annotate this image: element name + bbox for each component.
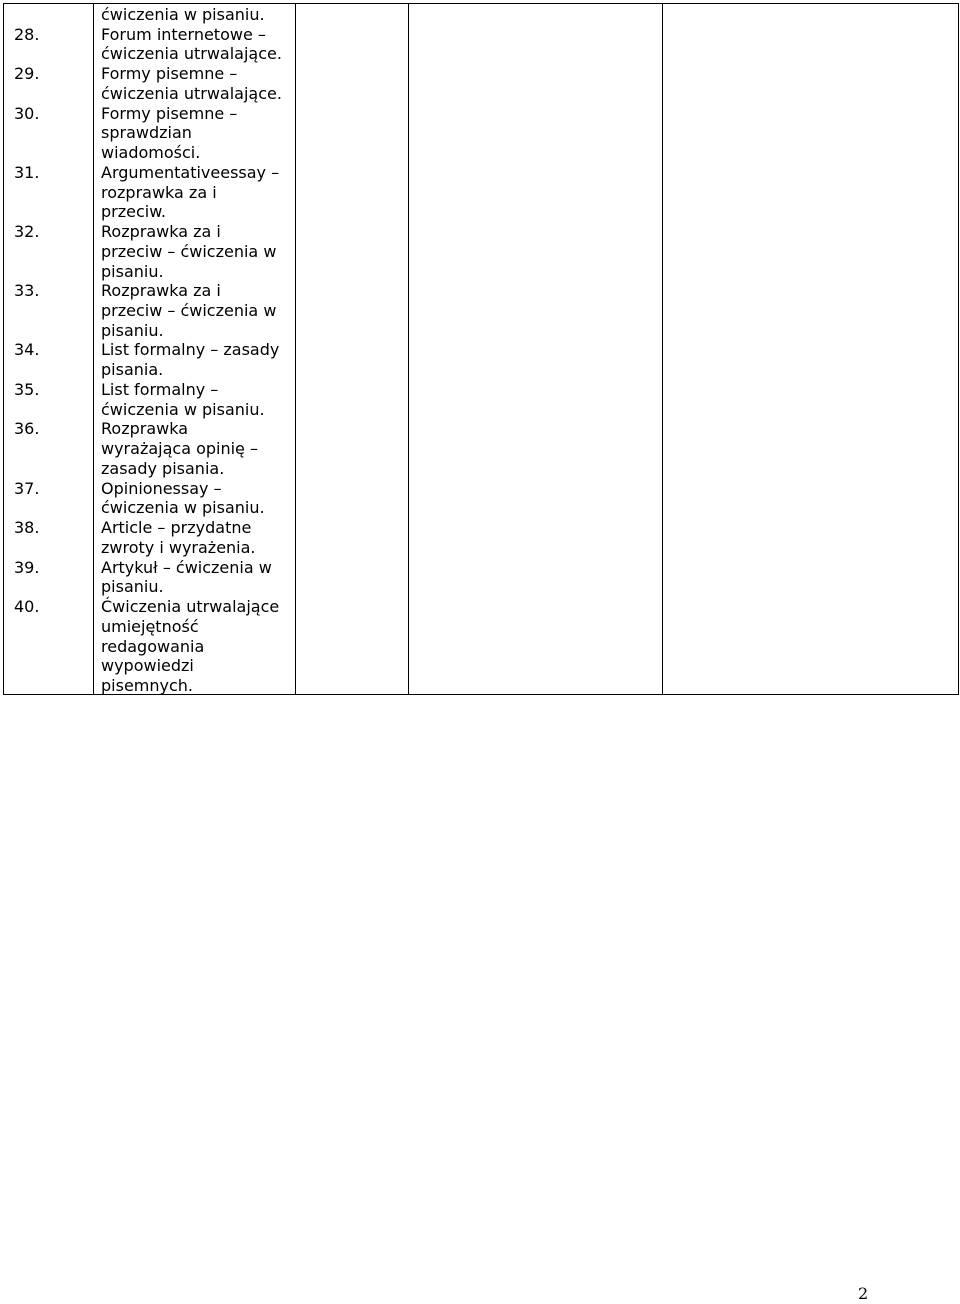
- lesson-number: 29.: [14, 64, 40, 84]
- topic-line: ćwiczenia w pisaniu.: [101, 498, 265, 518]
- topic-line: ćwiczenia utrwalające.: [101, 44, 282, 64]
- topic-line: Rozprawka za i: [101, 281, 221, 301]
- topic-line: pisemnych.: [101, 675, 193, 695]
- topic-line: przeciw – ćwiczenia w: [101, 241, 277, 261]
- topic-line: pisaniu.: [101, 261, 164, 281]
- topic-line: ćwiczenia w pisaniu.: [101, 5, 265, 24]
- topic-line: redagowania: [101, 636, 205, 656]
- topic-line: Forum internetowe –: [101, 24, 266, 44]
- topic-line: Opinionessay –: [101, 478, 222, 498]
- lesson-number: 30.: [14, 103, 40, 123]
- topic-line: wyrażająca opinię –: [101, 439, 258, 459]
- topic-line: Formy pisemne –: [101, 103, 238, 123]
- lesson-number: 28.: [14, 24, 40, 44]
- topic-line: Rozprawka za i: [101, 222, 221, 242]
- lesson-number: 38.: [14, 518, 40, 538]
- topic-line: ćwiczenia w pisaniu.: [101, 399, 265, 419]
- column-divider: [662, 4, 663, 694]
- topic-line: pisaniu.: [101, 320, 164, 340]
- lesson-number: 33.: [14, 281, 40, 301]
- topic-line: pisaniu.: [101, 577, 164, 597]
- topic-line: przeciw – ćwiczenia w: [101, 301, 277, 321]
- topic-line: ćwiczenia utrwalające.: [101, 83, 282, 103]
- column-divider: [408, 4, 409, 694]
- topic-line: rozprawka za i: [101, 182, 217, 202]
- lesson-number: 37.: [14, 478, 40, 498]
- topic-line: Article – przydatne: [101, 518, 252, 538]
- topic-line: wypowiedzi: [101, 656, 194, 676]
- lesson-number: 36.: [14, 419, 40, 439]
- topic-line: przeciw.: [101, 202, 166, 222]
- lesson-number: 34.: [14, 340, 40, 360]
- topic-line: Argumentativeessay –: [101, 162, 280, 182]
- topic-line: zwroty i wyrażenia.: [101, 537, 256, 557]
- topic-line: pisania.: [101, 360, 164, 380]
- topic-line: wiadomości.: [101, 143, 201, 163]
- lesson-number: 32.: [14, 222, 40, 242]
- lesson-number-column: [14, 5, 39, 617]
- lesson-table: [3, 3, 959, 695]
- topic-line: Ćwiczenia utrwalające: [101, 597, 280, 617]
- topic-line: Rozprawka: [101, 419, 188, 439]
- lesson-topic-column: [101, 5, 282, 696]
- lesson-number: 35.: [14, 379, 40, 399]
- column-divider: [93, 4, 94, 694]
- topic-line: umiejętność: [101, 616, 199, 636]
- lesson-number: 31.: [14, 162, 40, 182]
- topic-line: Artykuł – ćwiczenia w: [101, 557, 272, 577]
- column-divider: [295, 4, 296, 694]
- topic-line: List formalny –: [101, 379, 219, 399]
- topic-line: sprawdzian: [101, 123, 192, 143]
- page-number: 2: [858, 1284, 869, 1303]
- topic-line: List formalny – zasady: [101, 340, 280, 360]
- topic-line: Formy pisemne –: [101, 64, 238, 84]
- lesson-number: 39.: [14, 557, 40, 577]
- topic-line: zasady pisania.: [101, 458, 225, 478]
- lesson-number: 40.: [14, 597, 40, 617]
